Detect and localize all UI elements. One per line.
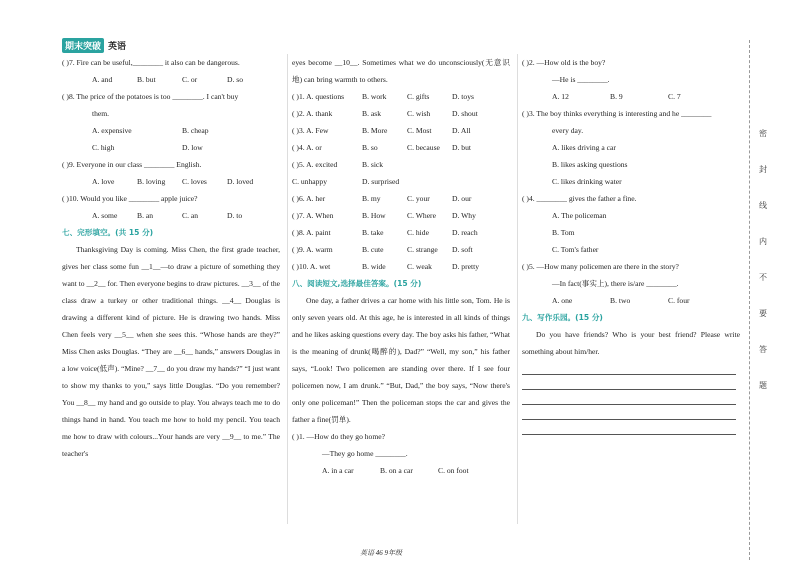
column-2 xyxy=(292,54,510,479)
reading-q2-options xyxy=(522,88,740,105)
cloze-option-row xyxy=(292,224,510,241)
option: C. Most xyxy=(407,126,432,135)
option: D. pretty xyxy=(452,262,479,271)
q10-options xyxy=(62,207,280,224)
page-header xyxy=(62,38,126,52)
option: C. loves xyxy=(182,177,207,186)
option: D. Why xyxy=(452,211,476,220)
option: ( )6. A. her xyxy=(292,194,326,203)
option: C. likes drinking water xyxy=(552,177,622,186)
option: A. in a car xyxy=(322,466,354,475)
seal-char: 线 xyxy=(759,201,767,210)
reading-q5-options xyxy=(522,292,740,309)
option: ( )1. A. questions xyxy=(292,92,345,101)
reading-q3: ( )3. The boy thinks everything is interesting and he ________ xyxy=(522,109,712,118)
option: C. Tom's father xyxy=(552,245,599,254)
option: B. two xyxy=(610,296,631,305)
option: B. ask xyxy=(362,109,381,118)
option: A. love xyxy=(92,177,115,186)
reading-q5-cont: —In fact(事实上), there is/are ________. xyxy=(552,279,679,288)
seal-char: 封 xyxy=(759,165,767,174)
option: B. loving xyxy=(137,177,166,186)
option: B. likes asking questions xyxy=(552,160,628,169)
option: B. but xyxy=(137,75,156,84)
cloze-option-row xyxy=(292,156,510,173)
writing-line[interactable] xyxy=(522,405,736,420)
option: D. low xyxy=(182,143,203,152)
option: C. 7 xyxy=(668,92,681,101)
cloze-option-row xyxy=(292,139,510,156)
question-9: ( )9. Everyone in our class ________ English. xyxy=(62,160,202,169)
option: C. four xyxy=(668,296,690,305)
option: ( )2. A. thank xyxy=(292,109,333,118)
option: D. our xyxy=(452,194,472,203)
option: A. one xyxy=(552,296,573,305)
reading-q2-cont: —He is ________. xyxy=(552,75,610,84)
option: B. Tom xyxy=(552,228,575,237)
option: ( )3. A. Few xyxy=(292,126,329,135)
option: C. or xyxy=(182,75,198,84)
option: ( )10. A. wet xyxy=(292,262,331,271)
option: B. work xyxy=(362,92,387,101)
option: ( )8. A. paint xyxy=(292,228,331,237)
writing-line[interactable] xyxy=(522,375,736,390)
option: C. strange xyxy=(407,245,438,254)
option: C. wish xyxy=(407,109,431,118)
column-3 xyxy=(522,54,740,435)
option: ( )5. A. excited xyxy=(292,160,338,169)
seal-char: 不 xyxy=(759,273,767,282)
page-footer: 英语 46 9年级 xyxy=(360,549,402,557)
option: B. so xyxy=(362,143,378,152)
seal-char: 内 xyxy=(759,237,767,246)
header-badge: 期末突破 xyxy=(62,38,104,53)
writing-line[interactable] xyxy=(522,390,736,405)
option: C. unhappy xyxy=(292,177,328,186)
column-1 xyxy=(62,54,280,462)
option: D. to xyxy=(227,211,243,220)
option: D. All xyxy=(452,126,471,135)
option: B. cheap xyxy=(182,126,209,135)
option: B. an xyxy=(137,211,154,220)
reading-q4: ( )4. ________ gives the father a fine. xyxy=(522,194,637,203)
question-7: ( )7. Fire can be useful,________ it also can be dangerous. xyxy=(62,58,240,67)
option: D. loved xyxy=(227,177,254,186)
seal-char: 要 xyxy=(759,309,767,318)
cloze-passage-cont: eyes become __10__. Sometimes what we do unconsciously(无意识地) can bring warmth to others. xyxy=(292,58,510,84)
option: C. Where xyxy=(407,211,436,220)
reading-q1: ( )1. —How do they go home? xyxy=(292,432,386,441)
cloze-option-row xyxy=(292,241,510,258)
option: ( )9. A. warm xyxy=(292,245,333,254)
cloze-option-row xyxy=(292,190,510,207)
writing-line[interactable] xyxy=(522,420,736,435)
option: D. surprised xyxy=(362,177,400,186)
option: ( )7. A. When xyxy=(292,211,334,220)
column-divider xyxy=(517,54,518,524)
section-7-title: 七、完形填空。(共 15 分) xyxy=(62,228,154,237)
reading-passage: One day, a father drives a car home with his little son, Tom. He is only seven years old. At this age, he is interested in all kinds of things and he likes asking questions every day. The boy asks his father, “What is the meaning of drunk(喝醉的), Dad?” “Well, my son,” his father says, “Look! Two policemen are standing over there. If I see four policemen now, I am drunk.” “But, Dad,” the boy says, “Now there's only one policeman!” Then the policeman stops the car and gives the father a fine(罚单). xyxy=(292,296,510,424)
q8-options xyxy=(62,122,280,139)
option: D. reach xyxy=(452,228,478,237)
section-8-title: 八、阅读短文,选择最佳答案。(15 分) xyxy=(292,279,422,288)
option: A. The policeman xyxy=(552,211,607,220)
option: C. gifts xyxy=(407,92,430,101)
cloze-option-row xyxy=(292,122,510,139)
cloze-options xyxy=(292,88,510,275)
q9-options xyxy=(62,173,280,190)
option: B. wide xyxy=(362,262,386,271)
seal-line xyxy=(749,40,751,560)
cloze-option-row xyxy=(292,173,510,190)
option: C. because xyxy=(407,143,440,152)
option: C. an xyxy=(182,211,199,220)
option: B. my xyxy=(362,194,381,203)
option: D. soft xyxy=(452,245,473,254)
cloze-option-row xyxy=(292,207,510,224)
reading-q1-cont: —They go home ________. xyxy=(322,449,408,458)
option: A. 12 xyxy=(552,92,569,101)
option: B. sick xyxy=(362,160,384,169)
option: B. take xyxy=(362,228,384,237)
writing-line[interactable] xyxy=(522,360,736,375)
cloze-option-row xyxy=(292,88,510,105)
question-8: ( )8. The price of the potatoes is too ________. I can't buy xyxy=(62,92,239,101)
option: C. high xyxy=(92,143,115,152)
section-9-title: 九、写作乐园。(15 分) xyxy=(522,313,603,322)
reading-q2: ( )2. —How old is the boy? xyxy=(522,58,606,67)
option: C. on foot xyxy=(438,466,469,475)
cloze-option-row xyxy=(292,258,510,275)
option: D. shout xyxy=(452,109,478,118)
option: C. your xyxy=(407,194,430,203)
seal-char: 答 xyxy=(759,345,767,354)
option: A. expensive xyxy=(92,126,132,135)
option: D. toys xyxy=(452,92,474,101)
cloze-option-row xyxy=(292,105,510,122)
q7-options xyxy=(62,71,280,88)
option: A. likes driving a car xyxy=(552,143,616,152)
question-8-cont: them. xyxy=(92,109,110,118)
reading-q3-cont: every day. xyxy=(552,126,584,135)
question-10: ( )10. Would you like ________ apple juice? xyxy=(62,194,198,203)
option: C. weak xyxy=(407,262,432,271)
seal-line-text xyxy=(756,116,770,404)
option: A. some xyxy=(92,211,118,220)
header-subject: 英语 xyxy=(108,41,127,52)
writing-prompt: Do you have friends? Who is your best friend? Please write something about him/her. xyxy=(522,330,740,356)
option: C. hide xyxy=(407,228,429,237)
option: B. How xyxy=(362,211,386,220)
option: ( )4. A. or xyxy=(292,143,322,152)
option: B. 9 xyxy=(610,92,623,101)
option: B. cute xyxy=(362,245,384,254)
reading-q5: ( )5. —How many policemen are there in the story? xyxy=(522,262,679,271)
option: D. so xyxy=(227,75,244,84)
cloze-passage: Thanksgiving Day is coming. Miss Chen, the first grade teacher, gives her class some fun __1__—to draw a picture of something they want to __2__ for. Then everyone begins to draw pictures. __3__ of the class draw a turkey or other traditional things. __4__ Douglas is drawing a different kind of picture. He is drawing two hands. Miss Chen feels very __5__ when she sees this. “Whose hands are they?” Miss Chen asks Douglas. “They are __6__ hands,” answers Douglas in a low voice(低声). “Mine? __7__ do you draw my hands?” “I just want to show my thanks to you,” says little Douglas. “Do you remember? You __8__ my hand and go outside to play. You always teach me to do things hand in hand. You teach me how to hold my pencil. You teach me how to draw with colours...Your hands are very __9__ to me.” The teacher's xyxy=(62,245,280,458)
column-divider xyxy=(287,54,288,524)
option: B. More xyxy=(362,126,388,135)
reading-q1-options xyxy=(292,462,510,479)
option: B. on a car xyxy=(380,466,413,475)
option: A. and xyxy=(92,75,113,84)
q8-options xyxy=(62,139,280,156)
seal-char: 题 xyxy=(759,381,767,390)
option: D. but xyxy=(452,143,471,152)
seal-char: 密 xyxy=(759,129,767,138)
